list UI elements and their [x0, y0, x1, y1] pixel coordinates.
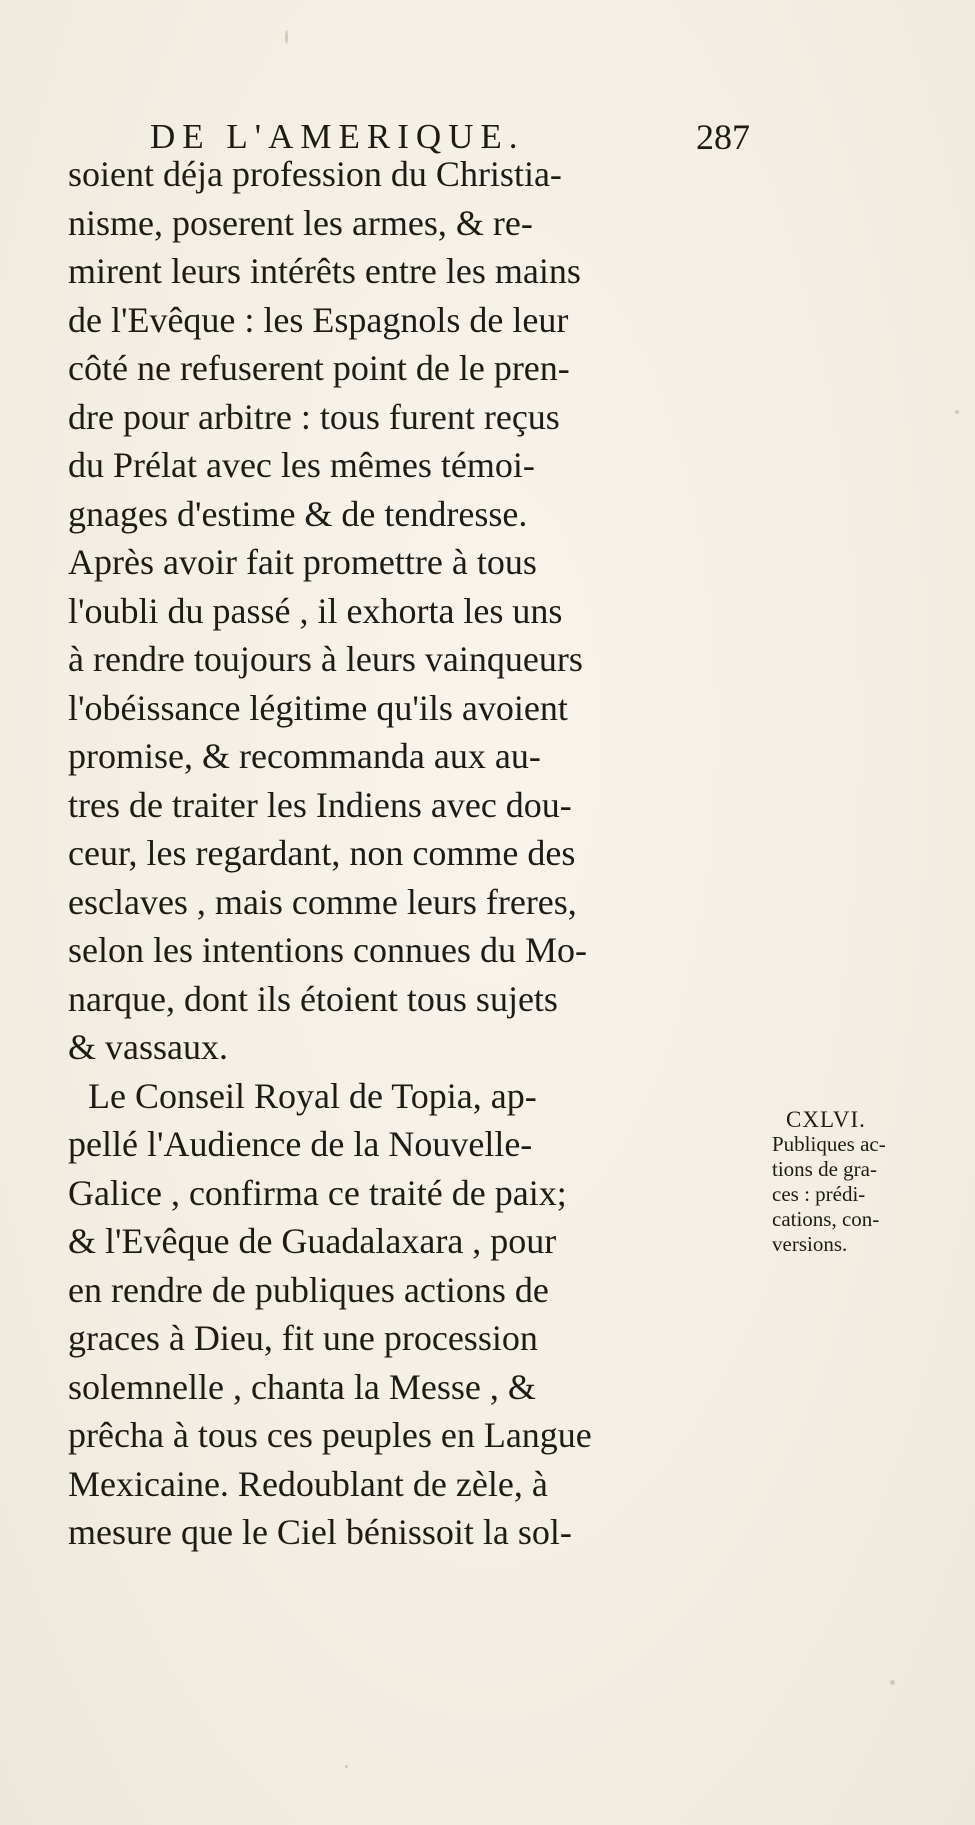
text-line: en rendre de publiques actions de — [68, 1269, 549, 1310]
text-line: pellé l'Audience de la Nouvelle- — [68, 1124, 533, 1164]
text-line: de l'Evêque : les Espagnols de leur — [68, 299, 569, 340]
text-line: mesure que le Ciel bénissoit la sol- — [68, 1512, 572, 1552]
text-line: & vassaux. — [68, 1027, 228, 1067]
page-number: 287 — [696, 117, 750, 157]
text-line: l'obéissance légitime qu'ils avoient — [68, 687, 568, 728]
text-line: l'oubli du passé , il exhorta les uns — [68, 590, 563, 631]
text-line: du Prélat avec les mêmes témoi- — [68, 445, 535, 485]
paper-speck — [890, 1680, 895, 1685]
paragraph-start-line: Le Conseil Royal de Topia, ap- — [88, 1075, 537, 1116]
text-line: graces à Dieu, fit une procession — [68, 1318, 538, 1358]
text-line: à rendre toujours à leurs vainqueurs — [68, 639, 583, 679]
margin-note-line: versions. — [772, 1232, 848, 1256]
margin-note-line: tions de gra- — [772, 1157, 877, 1181]
text-line: & l'Evêque de Guadalaxara , pour — [68, 1221, 557, 1261]
margin-note-line: Publiques ac- — [772, 1132, 886, 1156]
text-line: gnages d'estime & de tendresse. — [68, 493, 528, 534]
text-line: esclaves , mais comme leurs freres, — [68, 881, 577, 922]
text-line: mirent leurs intérêts entre les mains — [68, 251, 581, 291]
text-line: dre pour arbitre : tous furent reçus — [68, 396, 560, 437]
margin-note — [772, 1107, 922, 1257]
text-line: côté ne refuserent point de le pren- — [68, 348, 570, 388]
running-title: DE L'AMERIQUE. — [150, 117, 525, 156]
margin-note-line: ces : prédi- — [772, 1182, 866, 1206]
paper-speck — [955, 410, 959, 414]
text-line: selon les intentions connues du Mo- — [68, 930, 587, 970]
body-text — [68, 150, 768, 1557]
text-line: solemnelle , chanta la Messe , & — [68, 1366, 536, 1407]
text-line: promise, & recommanda aux au- — [68, 736, 541, 776]
text-line: soient déja profession du Christia- — [68, 154, 562, 194]
margin-note-line: cations, con- — [772, 1207, 880, 1231]
text-line: nisme, poserent les armes, & re- — [68, 202, 533, 243]
paper-speck — [285, 30, 288, 44]
text-line: tres de traiter les Indiens avec dou- — [68, 784, 572, 825]
text-line: Mexicaine. Redoublant de zèle, à — [68, 1463, 548, 1504]
text-line: prêcha à tous ces peuples en Langue — [68, 1415, 592, 1455]
text-line: ceur, les regardant, non comme des — [68, 833, 576, 873]
text-line: Galice , confirma ce traité de paix; — [68, 1172, 567, 1213]
text-line: Après avoir fait promettre à tous — [68, 542, 537, 582]
text-line: narque, dont ils étoient tous sujets — [68, 978, 558, 1019]
margin-note-number: CXLVI. — [786, 1107, 866, 1132]
paper-speck — [345, 1765, 348, 1768]
